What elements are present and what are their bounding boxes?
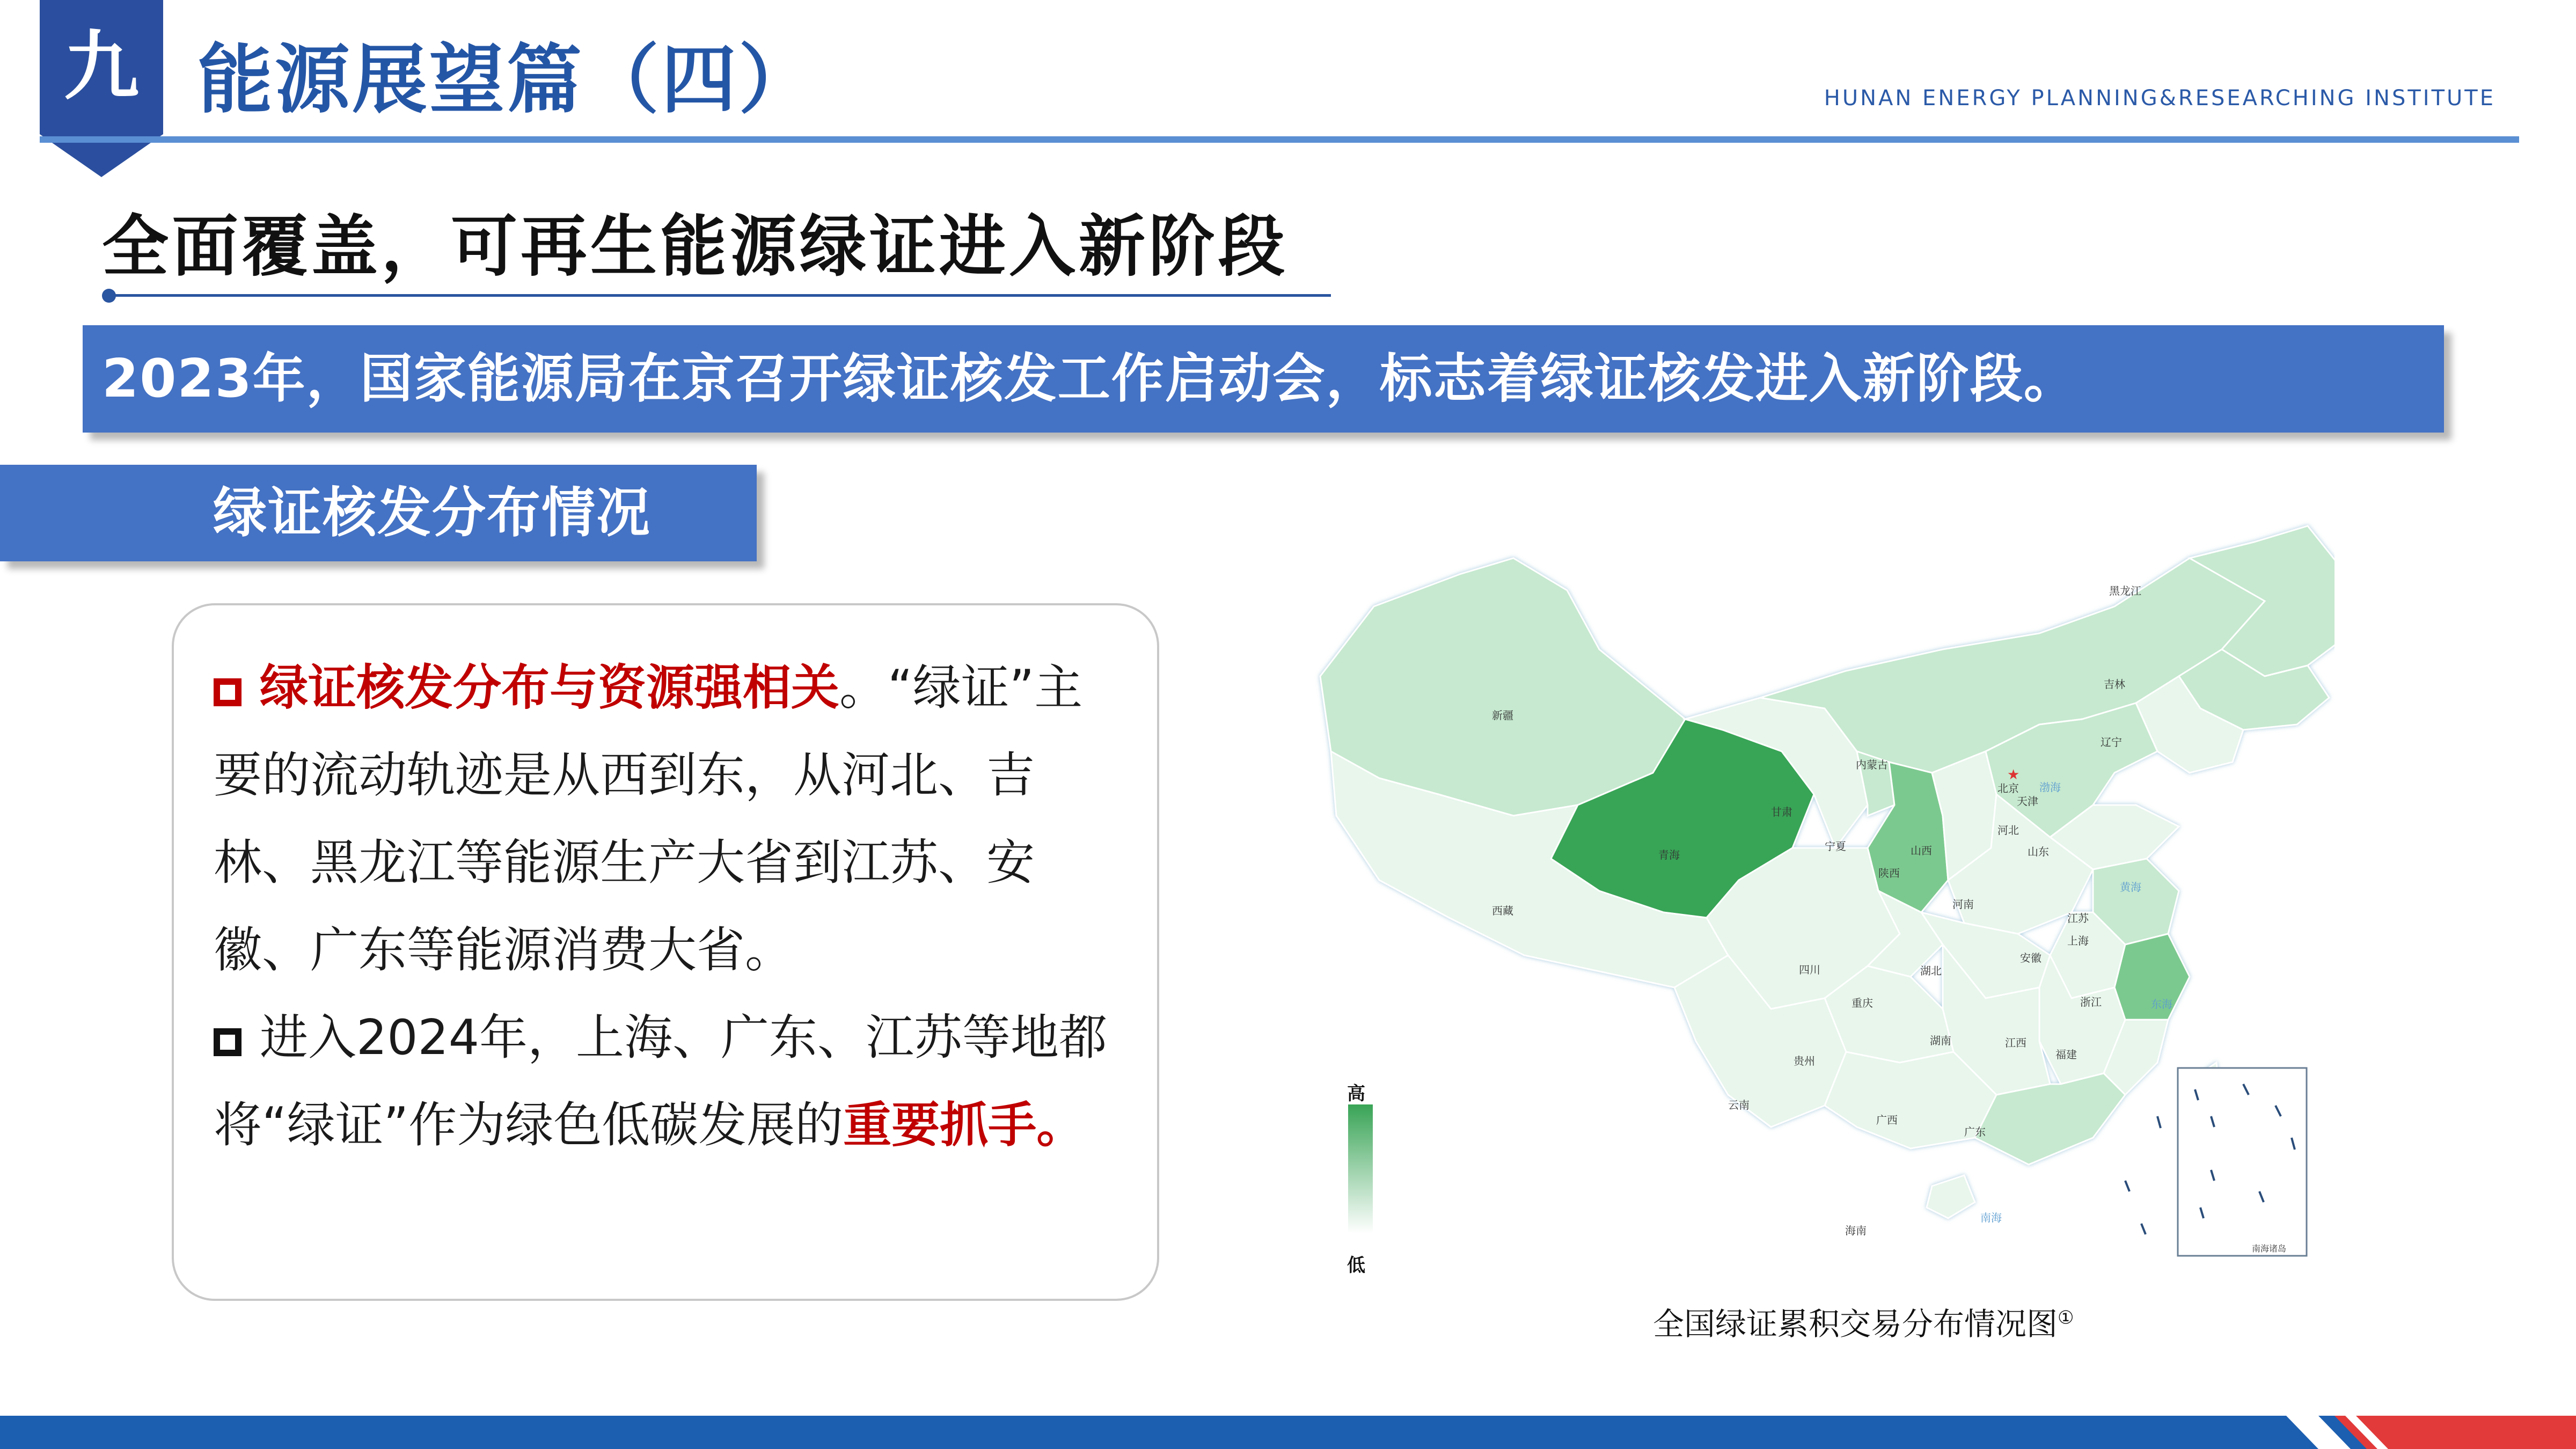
label-yunnan: 云南 xyxy=(1728,1099,1750,1111)
south-china-sea-inset xyxy=(2178,1068,2307,1256)
label-guangdong: 广东 xyxy=(1964,1125,1986,1138)
label-henan: 河南 xyxy=(1952,898,1974,911)
label-beijing: 北京 xyxy=(1997,782,2019,795)
label-xinjiang: 新疆 xyxy=(1492,709,1513,722)
label-heilongjiang: 黑龙江 xyxy=(2109,584,2141,597)
label-fujian: 福建 xyxy=(2055,1048,2077,1061)
label-jiangsu: 江苏 xyxy=(2067,912,2089,925)
label-shanghai: 上海 xyxy=(2067,934,2089,947)
label-tianjin: 天津 xyxy=(2017,795,2038,808)
page-title: 能源展望篇（四） xyxy=(197,36,816,124)
text-panel-body xyxy=(214,644,1126,1169)
bullet-2-highlight: 重要抓手。 xyxy=(843,1097,1085,1153)
label-ningxia: 宁夏 xyxy=(1825,840,1846,853)
label-shandong: 山东 xyxy=(2028,845,2049,858)
header-divider xyxy=(40,136,2519,143)
label-shaanxi: 陕西 xyxy=(1878,867,1900,880)
checkbox-bullet-icon xyxy=(214,1028,241,1056)
label-liaoning: 辽宁 xyxy=(2101,736,2122,749)
bullet-2-text: 进入2024年，上海、广东、江苏等地都将“绿证”作为绿色低碳发展的 xyxy=(214,1009,1108,1153)
bullet-paragraph-1 xyxy=(214,644,1126,994)
chapter-badge-number: 九 xyxy=(63,23,139,111)
bullet-paragraph-2 xyxy=(214,994,1126,1169)
section-heading: 全面覆盖，可再生能源绿证进入新阶段 xyxy=(102,208,1289,286)
label-anhui: 安徽 xyxy=(2020,952,2041,964)
label-guizhou: 贵州 xyxy=(1794,1055,1815,1067)
label-sichuan: 四川 xyxy=(1799,963,1820,976)
legend-gradient-bar xyxy=(1348,1104,1373,1233)
label-bohai: 渤海 xyxy=(2039,781,2061,794)
bullet-1-text: 。“绿证”主要的流动轨迹是从西到东，从河北、吉林、黑龙江等能源生产大省到江苏、安徽、广东等能源消费大省。 xyxy=(214,660,1083,978)
institute-name: HUNAN ENERGY PLANNING&RESEARCHING INSTITUTE xyxy=(1824,86,2496,111)
label-gansu: 甘肃 xyxy=(1771,806,1792,818)
china-map xyxy=(1299,472,2334,1277)
label-chongqing: 重庆 xyxy=(1851,997,1873,1009)
label-hunan: 湖南 xyxy=(1930,1034,1951,1047)
label-qinghai: 青海 xyxy=(1658,848,1680,861)
label-hubei: 湖北 xyxy=(1920,964,1942,977)
label-nanhai: 南海 xyxy=(1980,1211,2002,1224)
label-guangxi: 广西 xyxy=(1876,1114,1898,1126)
label-shanxi: 山西 xyxy=(1911,844,1932,857)
label-xizang: 西藏 xyxy=(1492,904,1513,917)
capital-star-icon: ★ xyxy=(2007,767,2020,783)
subsection-label: 绿证核发分布情况 xyxy=(213,481,651,544)
section-underline xyxy=(107,294,1331,297)
label-neimenggu: 内蒙古 xyxy=(1856,758,1888,771)
maritime-boundary-marks xyxy=(2125,1116,2161,1234)
legend-low-label: 低 xyxy=(1347,1255,1365,1276)
map-caption xyxy=(1653,1299,2074,1344)
inset-label: 南海诸岛 xyxy=(2252,1243,2287,1254)
checkbox-bullet-icon xyxy=(214,678,241,706)
label-huanghai: 黄海 xyxy=(2120,881,2141,894)
label-jilin: 吉林 xyxy=(2104,678,2125,691)
label-zhejiang: 浙江 xyxy=(2080,996,2102,1008)
label-donghai: 东海 xyxy=(2151,998,2172,1011)
legend-high-label: 高 xyxy=(1347,1083,1365,1104)
map-caption-text: 全国绿证累积交易分布情况图 xyxy=(1653,1306,2058,1342)
label-hainan: 海南 xyxy=(1845,1224,1867,1237)
province-hainan xyxy=(1927,1175,1975,1218)
footer-red-accent xyxy=(2286,1416,2576,1449)
map-caption-footnote: ① xyxy=(2058,1307,2074,1329)
label-jiangxi: 江西 xyxy=(2005,1036,2026,1049)
announcement-text: 2023年，国家能源局在京召开绿证核发工作启动会，标志着绿证核发进入新阶段。 xyxy=(102,348,2077,409)
bullet-1-highlight: 绿证核发分布与资源强相关 xyxy=(260,660,839,716)
footer-bar xyxy=(0,1416,2576,1449)
label-hebei: 河北 xyxy=(1997,824,2019,837)
